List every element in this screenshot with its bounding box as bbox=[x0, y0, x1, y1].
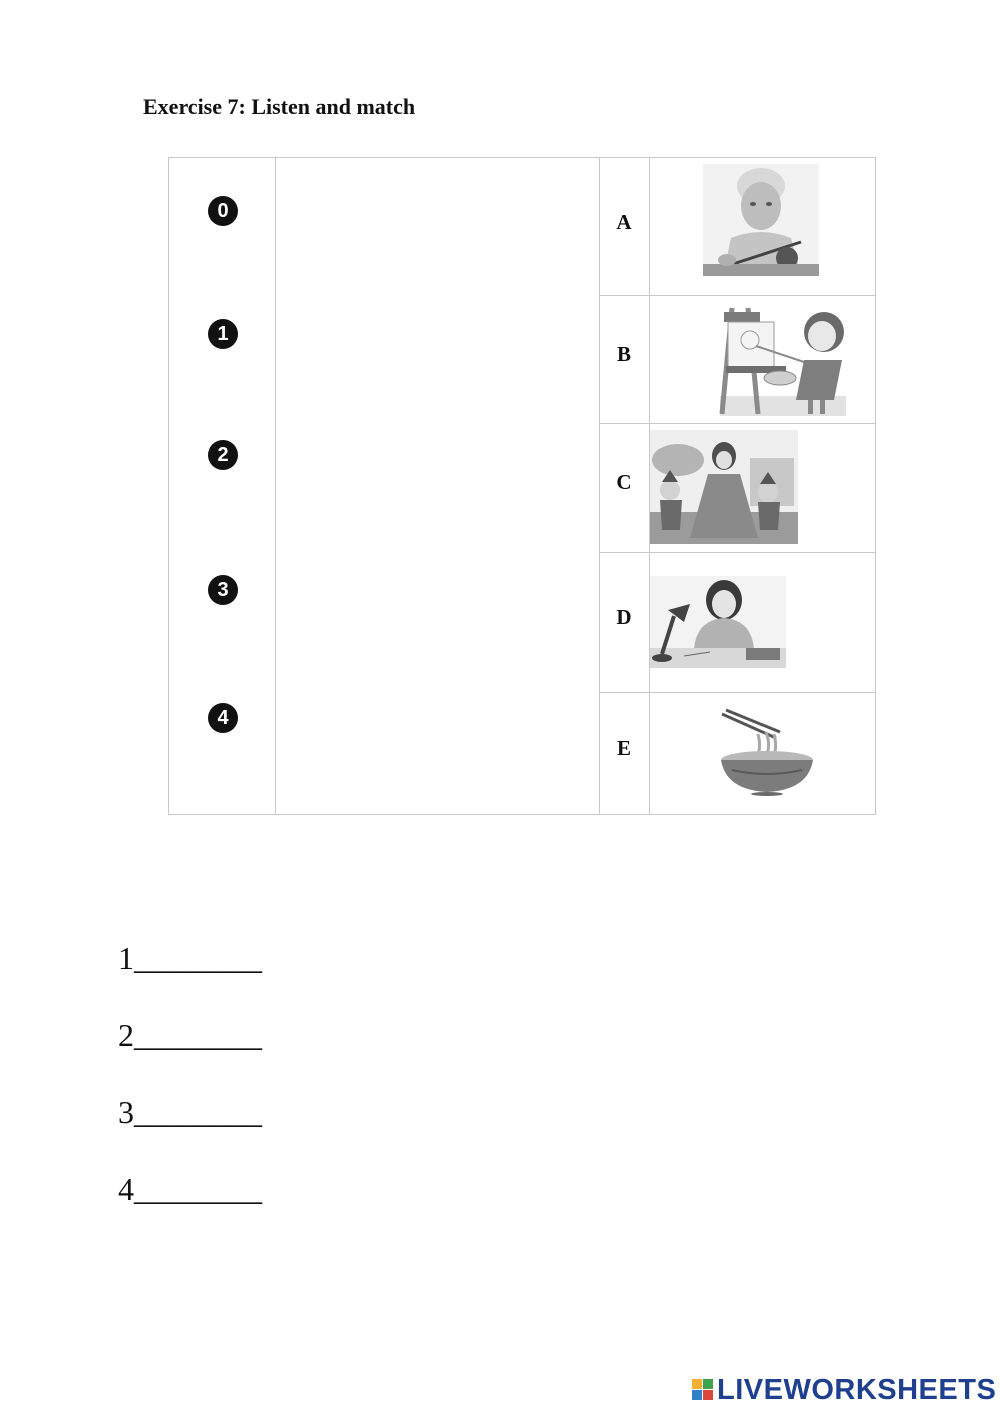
princess-dancing-dwarfs-picture bbox=[650, 430, 798, 544]
table-row-divider bbox=[599, 692, 876, 693]
number-badge-3: 3 bbox=[208, 575, 238, 605]
table-row-divider bbox=[599, 295, 876, 296]
girl-painting-picture bbox=[716, 302, 850, 418]
option-letter-e: E bbox=[616, 736, 631, 760]
boy-cutting-fruit-picture bbox=[703, 164, 819, 276]
option-letter-c: C bbox=[616, 470, 632, 494]
logo-text: LIVEWORKSHEETS bbox=[717, 1374, 997, 1406]
table-row-divider bbox=[599, 552, 876, 553]
option-letter-b: B bbox=[616, 342, 631, 366]
exercise-title: Exercise 7: Listen and match bbox=[143, 94, 416, 119]
answer-line-1[interactable]: 1________ bbox=[118, 940, 262, 976]
answer-line-3[interactable]: 3________ bbox=[118, 1094, 262, 1130]
logo-squares-icon bbox=[692, 1379, 714, 1403]
number-badge-0: 0 bbox=[208, 196, 238, 226]
answer-line-4[interactable]: 4________ bbox=[118, 1171, 262, 1207]
woman-studying-at-desk-picture bbox=[650, 576, 786, 668]
number-badge-2: 2 bbox=[208, 440, 238, 470]
answer-line-2[interactable]: 2________ bbox=[118, 1017, 262, 1053]
option-letter-d: D bbox=[616, 605, 632, 629]
liveworksheets-logo bbox=[692, 1374, 996, 1407]
number-badge-1: 1 bbox=[208, 319, 238, 349]
number-badge-4: 4 bbox=[208, 703, 238, 733]
option-letter-a: A bbox=[616, 210, 632, 234]
table-row-divider bbox=[599, 423, 876, 424]
table-divider bbox=[275, 157, 276, 815]
bowl-of-noodles-picture bbox=[718, 708, 816, 796]
